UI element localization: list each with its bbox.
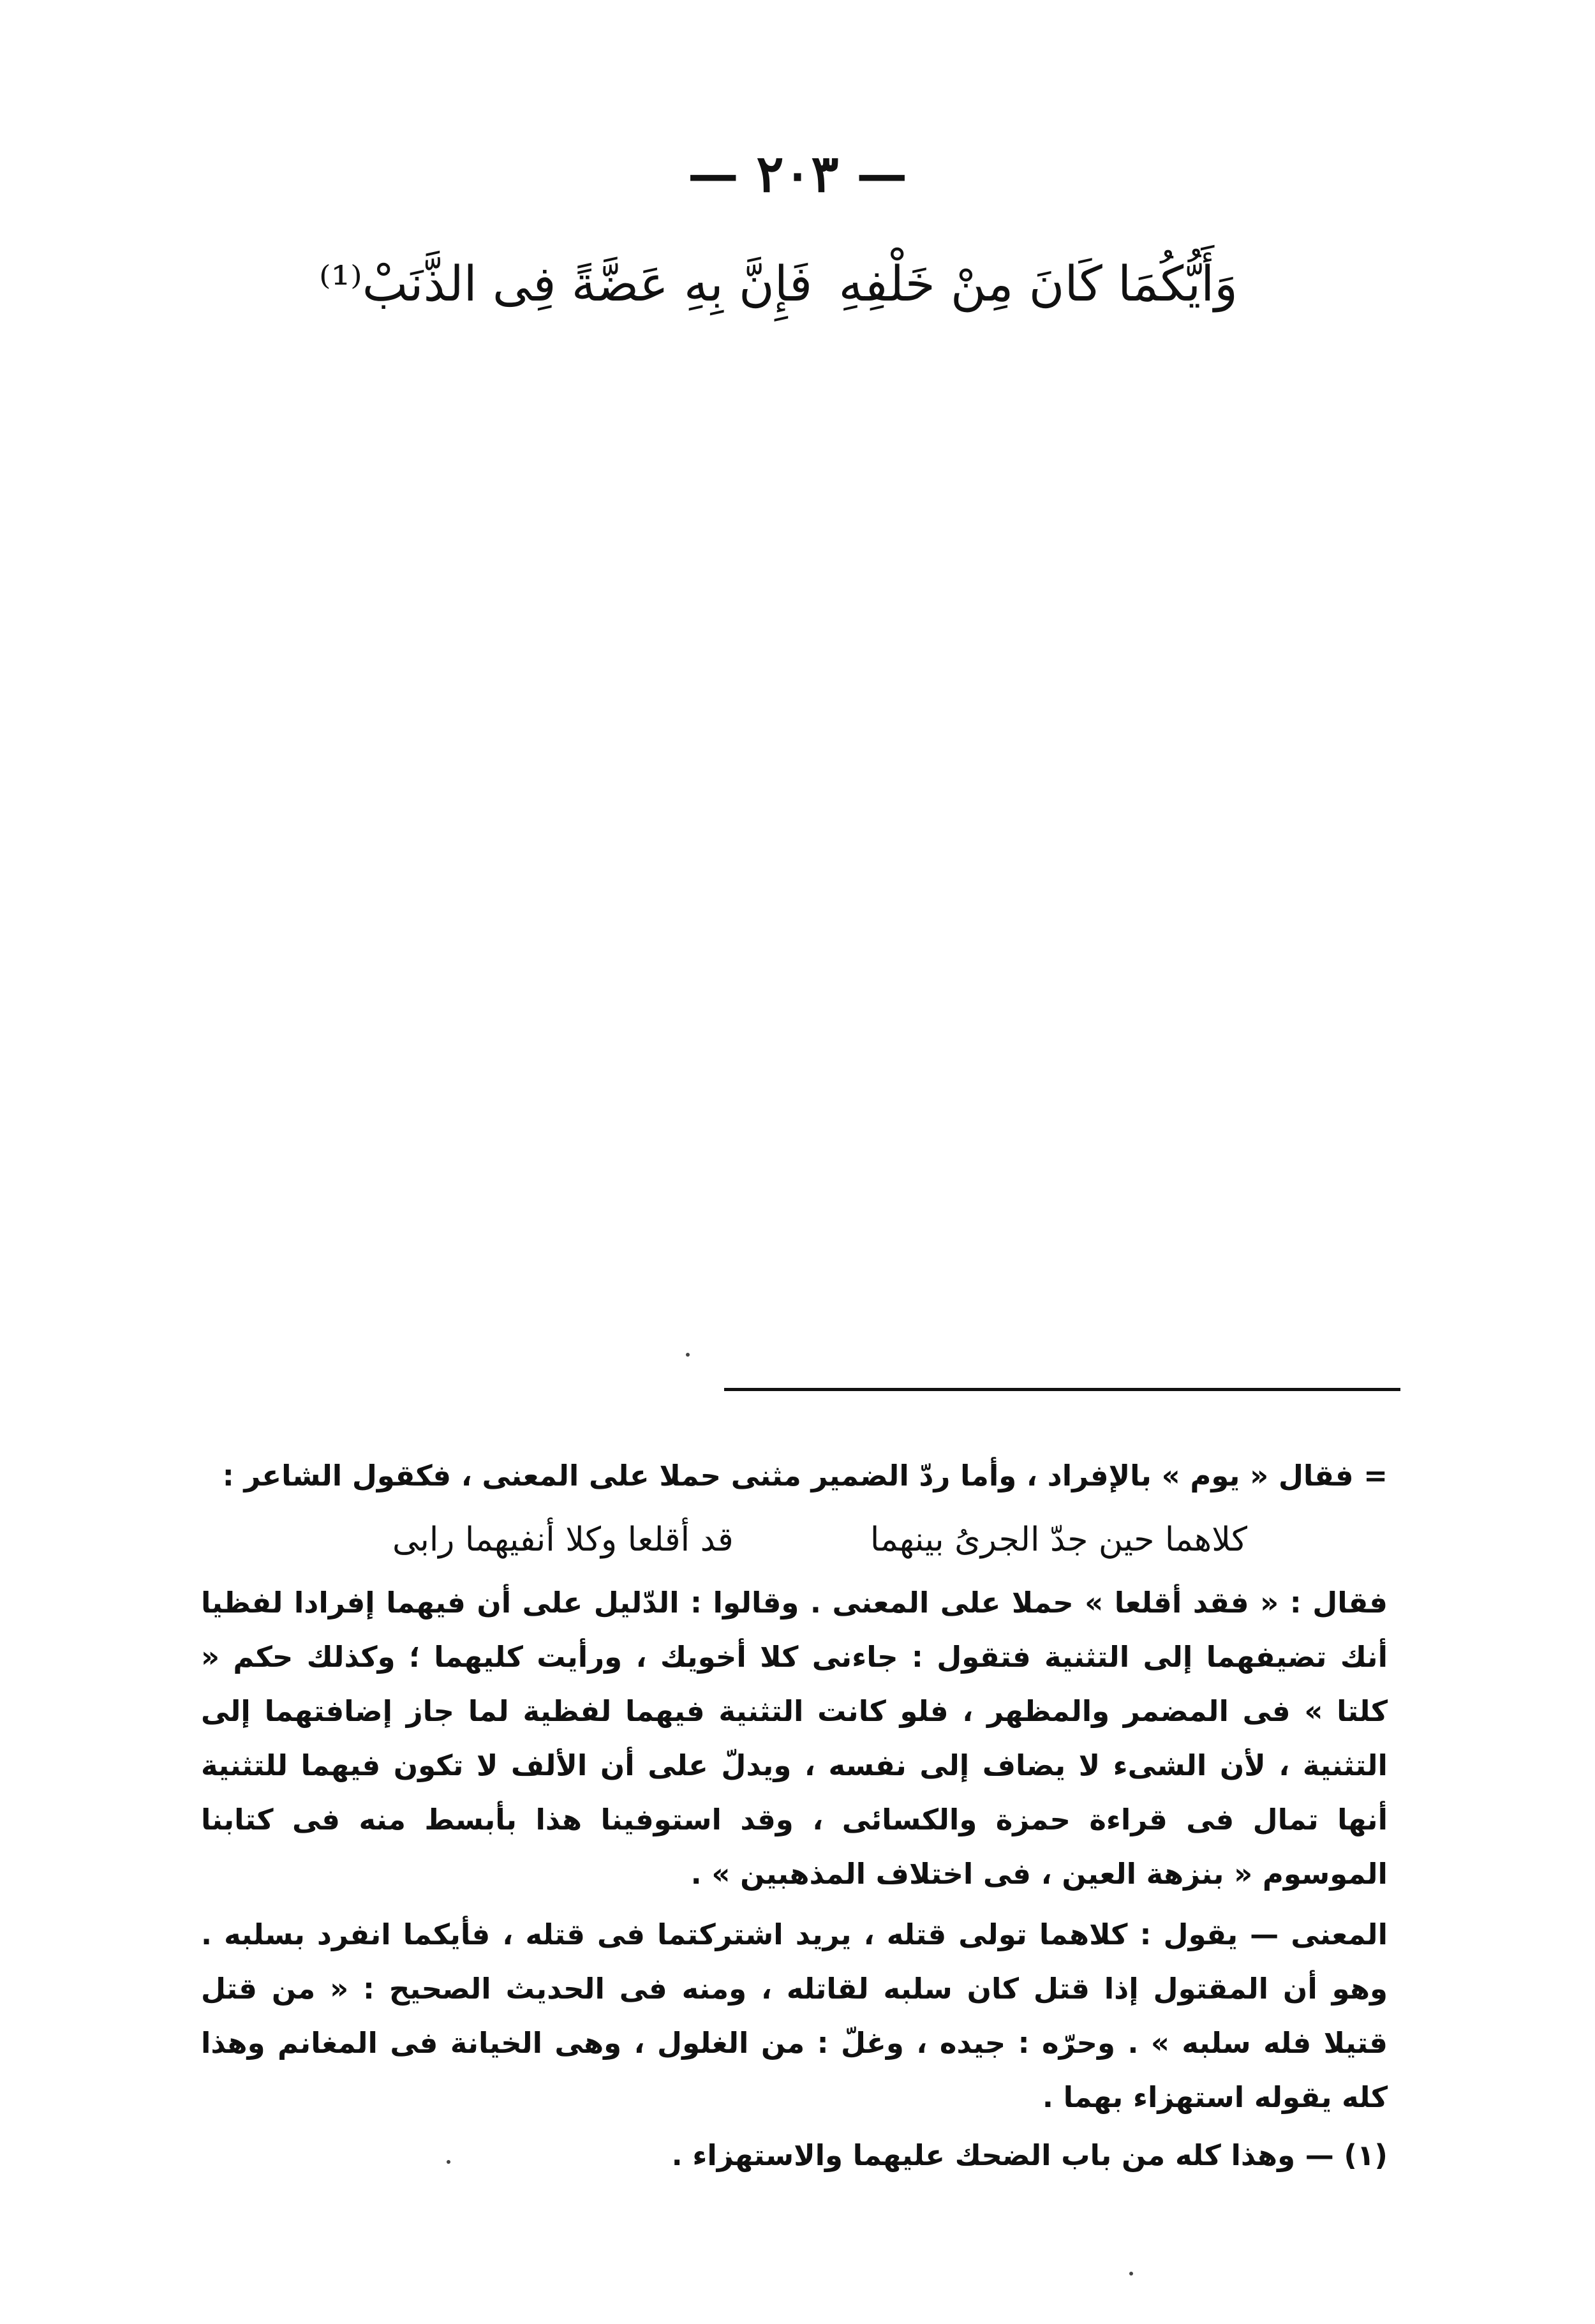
quoted-verse-right: كلاهما حين جدّ الجرىُ بينهما — [870, 1521, 1247, 1559]
page-number: — ٢٠٣ — — [687, 144, 908, 204]
commentary-paragraph: فقال : « فقد أقلعا » حملا على المعنى . وقالوا : الدّليل على أن فيهما إفرادا لفظيا أنك تضيفهما إلى التثنية فتقول : جاءنى كلا أخويك ، ورأيت كليهما ؛ وكذلك حكم « كلتا » فى المضمر والمظهر ، فلو كانت التثنية فيهما لفظية لما جاز إضافتهما إلى التثنية ، لأن الشىء لا يضاف إلى نفسه ، ويدلّ على أن الألف لا تكون فيهما للتثنية أنها تمال فى قراءة حمزة والكسائى ، وقد استوفينا هذا بأبسط منه فى كتابنا الموسوم « بنزهة العين ، فى اختلاف المذهبين » . — [201, 1586, 1388, 1891]
poem-verse — [319, 246, 1238, 322]
footnote-separator — [724, 1388, 1400, 1391]
meaning-paragraph: المعنى — يقول : كلاهما تولى قتله ، يريد اشتركتما فى قتله ، فأيكما انفرد بسلبه . وهو أن المقتول إذا قتل كان سلبه لقاتله ، ومنه فى الحديث الصحيح : « من قتل قتيلا فله سلبه » . وحرّه : جيده ، وغلّ : من الغلول ، وهى الخيانة فى المغانم وهذا كله يقوله استهزاء بهما . — [201, 1918, 1388, 2114]
quoted-verse-left: قد أقلعا وكلا أنفيهما رابى — [392, 1521, 734, 1559]
scan-speck — [686, 1353, 690, 1357]
verse-hemistich-right: وَأَيُّكُمَا كَانَ مِنْ خَلْفِهِ — [838, 255, 1238, 312]
commentary-notes — [201, 1449, 1388, 2182]
footnote: (١) — وهذا كله من باب الضحك عليهما والاستهزاء . — [671, 2138, 1388, 2172]
quoted-verse — [392, 1508, 1247, 1572]
notes-intro: = فقال « يوم » بالإفراد ، وأما ردّ الضمير مثنى حملا على المعنى ، فكقول الشاعر : — [222, 1459, 1388, 1493]
scan-speck — [1129, 2272, 1133, 2276]
verse-hemistich-left: فَإِنَّ بِهِ عَضَّةً فِى الذَّنَبْ⁽¹⁾ — [319, 255, 813, 312]
